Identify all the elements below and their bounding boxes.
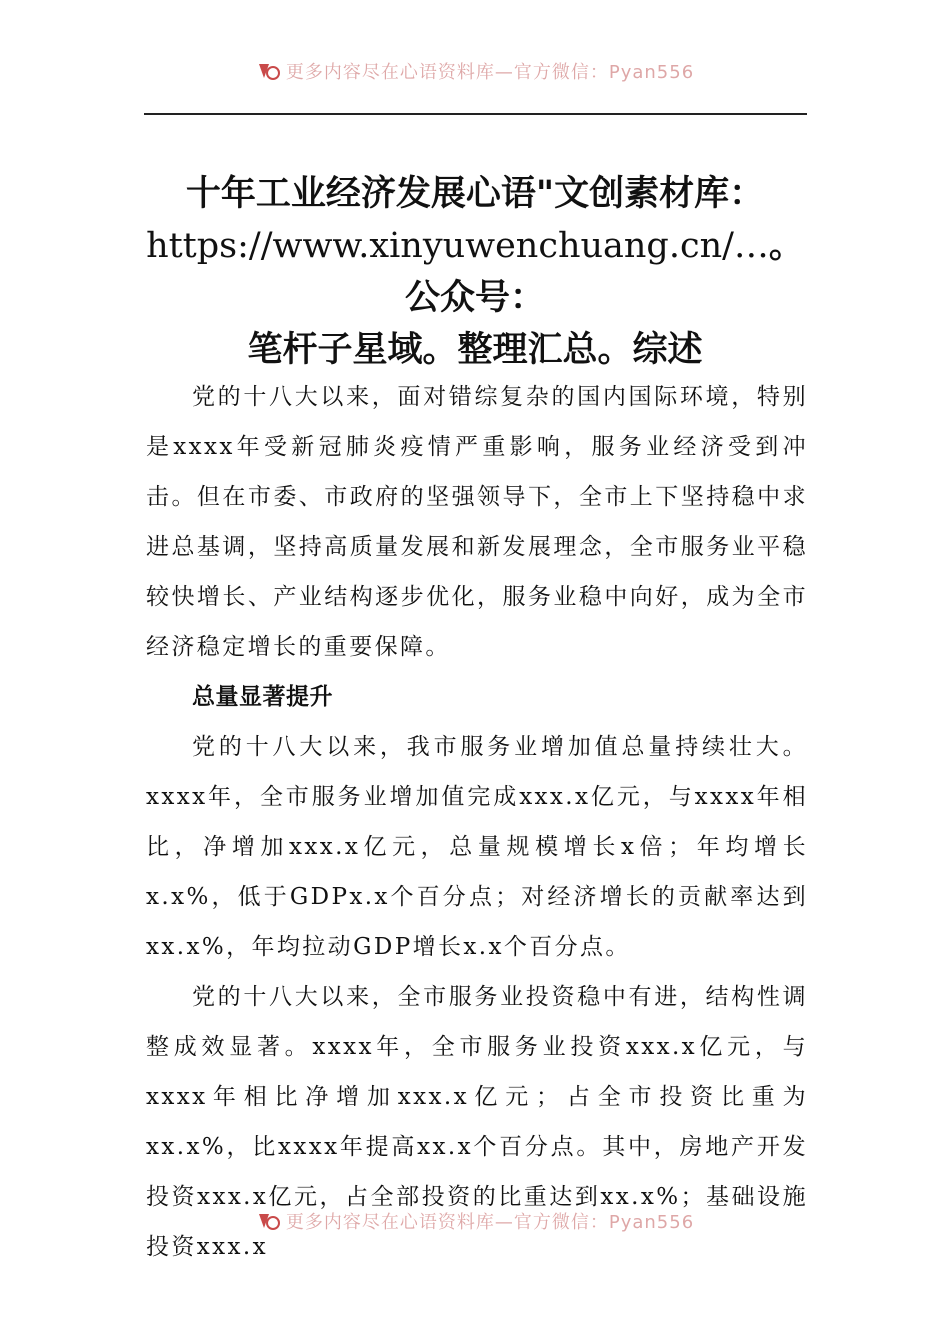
watermark-bottom — [0, 1206, 950, 1236]
brand-logo-icon — [256, 60, 280, 82]
paragraph-intro: 党的十八大以来，面对错综复杂的国内国际环境，特别是xxxx年受新冠肺炎疫情严重影响，服务业经济受到冲击。但在市委、市政府的坚强领导下，全市上下坚持稳中求进总基调，坚持高质量发展和新发展理念，全市服务业平稳较快增长、产业结构逐步优化，服务业稳中向好，成为全市经济稳定增长的重要保障。 — [146, 384, 808, 660]
title-line-3: 笔杆子星域。整理汇总。综述 — [247, 329, 703, 370]
paragraph-investment: 党的十八大以来，全市服务业投资稳中有进，结构性调整成效显著。xxxx年，全市服务业投资xxx.x亿元，与xxxx年相比净增加xxx.x亿元；占全市投资比重为xx.x%，比xxxx年提高xx.x个百分点。其中，房地产开发投资xxx.x亿元，占全部投资的比重达到xx.x%；基础设施投资xxx.x — [146, 984, 808, 1260]
watermark-bottom-text: 更多内容尽在心语资料库—官方微信：Pyan556 — [285, 1212, 695, 1233]
section-heading: 总量显著提升 — [192, 684, 333, 710]
document-title — [130, 168, 820, 376]
document-body — [146, 372, 808, 1272]
title-line-1: 十年工业经济发展心语"文创素材库： — [185, 173, 765, 214]
header-rule — [144, 113, 807, 115]
title-line-2 — [130, 220, 820, 324]
title-line-2-suffix: 。公众号： — [404, 225, 804, 318]
watermark-top — [0, 56, 950, 86]
watermark-top-text: 更多内容尽在心语资料库—官方微信：Pyan556 — [285, 62, 695, 83]
title-url: https://www.xinyuwenchuang.cn/… — [146, 226, 769, 266]
brand-logo-icon — [256, 1210, 280, 1232]
paragraph-value-added: 党的十八大以来，我市服务业增加值总量持续壮大。xxxx年，全市服务业增加值完成xxx.x亿元，与xxxx年相比，净增加xxx.x亿元，总量规模增长x倍；年均增长x.x%，低于GDPx.x个百分点；对经济增长的贡献率达到xx.x%，年均拉动GDP增长x.x个百分点。 — [146, 734, 808, 960]
